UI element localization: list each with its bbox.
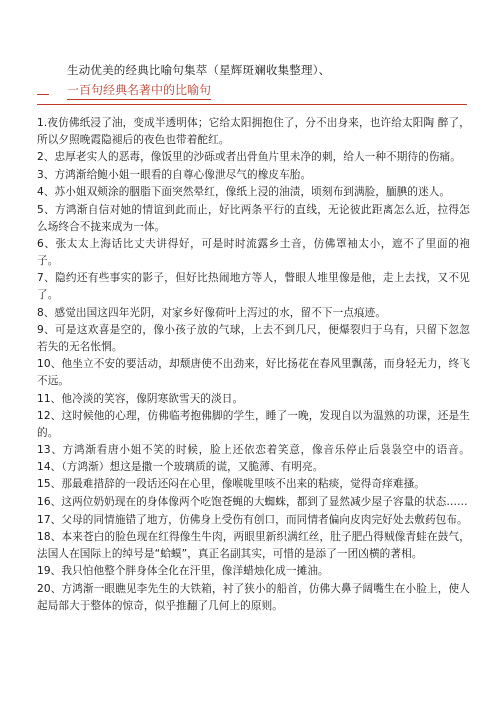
list-item: 17、父母的同情施错了地方，仿佛身上受伤有创口，而同情者偏向皮肉完好处去敷药包布。: [37, 513, 468, 526]
list-item: 6、张太太上海话比丈夫讲得好，可是时时流露乡土音，仿佛罩袖太小，遮不了里面的袍子。: [37, 238, 470, 267]
list-item: 18、本来苍白的脸色现在红得像生牛肉，两眼里新织满红丝，肚子肥凸得贼像青蛙在鼓气，法国人在国际上的绰号是“蛤蟆”，真正名副其实，可惜的是添了一团凶横的著相。: [37, 531, 470, 560]
list-item: 8、感觉出国这四年光阴，对家乡好像荷叶上泻过的水，留不下一点痕迹。: [37, 306, 387, 319]
list-item: 20、方鸿渐一眼瞧见李先生的大铁箱，衬了狭小的船首，仿佛大鼻子阔嘴生在小脸上，使人起局部大于整体的惊奇，似乎推翻了几何上的原则。: [37, 583, 470, 612]
list-item: 19、我只怕他整个胖身体全化在汗里，像洋蜡烛化成一摊油。: [37, 565, 329, 578]
list-item: 4、苏小姐双颊涂的胭脂下面突然晕红，像纸上浸的油渍，顷刻布到满脸，腼腆的迷人。: [37, 186, 451, 199]
list-item: 11、他冷淡的笑容，像阴寒欲雪天的淡日。: [37, 392, 244, 405]
list-item: 16、这两位奶奶现在的身体像两个吃饱苍蝇的大蜘蛛，都到了显然减少屋子容量的状态……: [37, 496, 468, 509]
section-dash: [37, 83, 49, 99]
list-item: 15、那最难措辞的一段话还闷在心里，像喉咙里咳不出来的粘痰，觉得奇痒难搔。: [37, 478, 425, 491]
section-heading: [37, 82, 470, 100]
list-item: 13、方鸿渐看唐小姐不笑的时候，脸上还依恋着笑意，像音乐停止后袅袅空中的语音。14、（方鸿渐）想这是撒一个玻璃质的谎，又脆薄、有明亮。: [37, 444, 470, 473]
simile-list: [37, 115, 470, 614]
list-item: 10、他坐立不安的要活动，却颓唐使不出劲来，好比扬花在春风里飘荡，而身轻无力，终飞不远。: [37, 358, 470, 387]
list-item: 3、方鸿渐给鲍小姐一眼看的自尊心像泄尽气的橡皮车胎。: [37, 168, 312, 181]
dash-icon: [37, 94, 49, 95]
list-item: 7、隐约还有些事实的影子，但好比热闹地方等人，瞥眼人堆里像是他，走上去找，又不见了。: [37, 272, 470, 301]
list-item: 9、可是这欢喜是空的，像小孩子放的气球，上去不到几尺，便爆裂归于乌有，只留下忽忽若失的无名怅惘。: [37, 324, 470, 353]
list-item: 1.夜仿佛纸浸了油，变成半透明体；它给太阳拥抱住了，分不出身来，也许给太阳陶 醉了，所以夕照晚霞隐褪后的夜色也带着酡红。: [37, 117, 470, 146]
list-item: 5、方鸿渐自信对她的情谊到此而止，好比两条平行的直线，无论彼此距离怎么近，拉得怎么场终合不拢来成为一体。: [37, 203, 470, 233]
section-heading-text: 一百句经典名著中的比喻句: [67, 82, 211, 100]
list-item: 12、这时候他的心理，仿佛临考抱佛脚的学生，睡了一晚，发现自以为温熟的功课，还是生的。: [37, 410, 470, 439]
list-item: 2、忠厚老实人的恶毒，像饭里的沙砾或者出骨鱼片里未净的刺，给人一种不期待的伤痛。: [37, 151, 461, 164]
section-divider: [37, 104, 467, 105]
document-title: 生动优美的经典比喻句集萃（星辉斑斓收集整理）、: [67, 63, 331, 77]
